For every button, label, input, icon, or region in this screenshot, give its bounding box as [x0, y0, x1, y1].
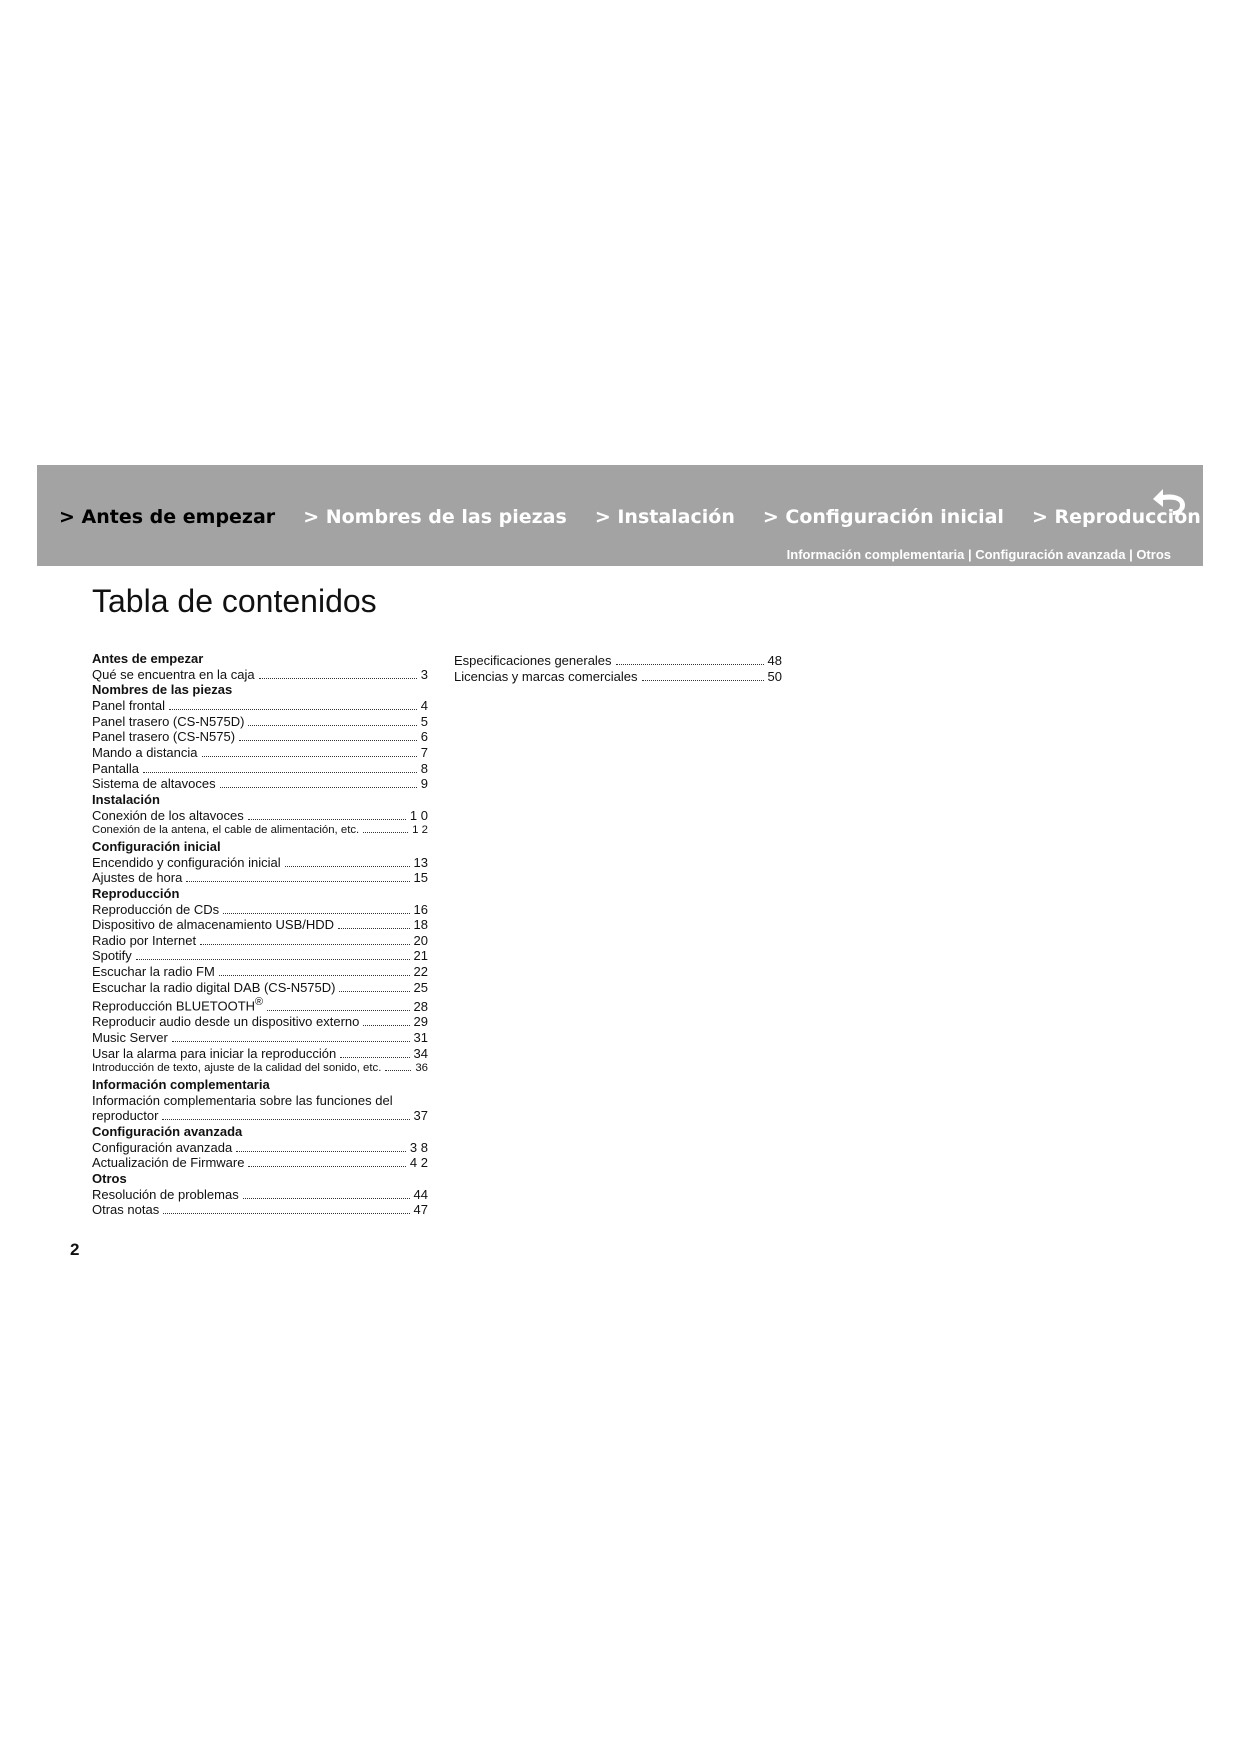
tab-antes-de-empezar[interactable]: > Antes de empezar [59, 506, 276, 528]
page-title: Tabla de contenidos [92, 583, 377, 619]
toc-page-number: 48 [767, 653, 782, 668]
dot-leader [642, 672, 764, 681]
toc-page-number: 21 [413, 948, 428, 964]
dot-leader [248, 1159, 405, 1168]
toc-page-number: 1 2 [412, 824, 428, 837]
toc-entry-label: Music Server [92, 1030, 168, 1046]
dot-leader [239, 732, 417, 741]
toc-entry[interactable] [92, 980, 428, 996]
dot-leader [169, 701, 417, 710]
toc-entry-label: Dispositivo de almacenamiento USB/HDD [92, 917, 335, 933]
toc-page-number: 25 [413, 979, 428, 995]
toc-page-number: 7 [420, 744, 428, 760]
toc-entry[interactable] [92, 776, 428, 792]
toc-section-heading[interactable]: Reproducción [92, 885, 180, 901]
dot-leader [338, 920, 409, 929]
dot-leader [616, 656, 764, 665]
toc-page-number: 15 [413, 870, 428, 886]
toc-entry-label: Ajustes de hora [92, 870, 183, 886]
registered-mark: ® [255, 996, 264, 1009]
toc-entry-label: Otras notas [92, 1202, 160, 1218]
toc-entry-label: Especificaciones generales [454, 653, 612, 668]
toc-entry[interactable] [92, 1202, 428, 1218]
dot-leader [200, 936, 409, 945]
nav-tabs [59, 506, 1201, 528]
dot-leader [363, 825, 408, 833]
dot-leader [219, 967, 410, 976]
toc-entry-label: Conexión de la antena, el cable de alimentación, etc. [92, 824, 360, 837]
toc-entry[interactable] [92, 823, 428, 839]
toc-entry-label: Panel trasero (CS-N575D) [92, 713, 245, 729]
dot-leader [223, 905, 409, 914]
toc-entry[interactable] [92, 917, 428, 933]
tab-configuracion-inicial[interactable]: > Configuración inicial [762, 506, 1004, 528]
toc-page-number: 44 [413, 1186, 428, 1202]
toc-entry-label: Radio por Internet [92, 932, 197, 948]
toc-entry-label: Usar la alarma para iniciar la reproducción [92, 1045, 337, 1061]
dot-leader [162, 1112, 409, 1121]
toc-entry-label: Spotify [92, 948, 132, 964]
toc-entry-label: Panel trasero (CS-N575) [92, 729, 236, 745]
dot-leader [339, 983, 409, 992]
toc-page-number: 5 [420, 713, 428, 729]
toc-entry-label: Reproducir audio desde un dispositivo externo [92, 1014, 360, 1030]
toc-entry-label: Configuración avanzada [92, 1139, 233, 1155]
toc-page-number: 18 [413, 917, 428, 933]
toc-page-number: 31 [413, 1030, 428, 1046]
dot-leader [136, 952, 410, 961]
dot-leader [220, 779, 417, 788]
toc-section-heading[interactable]: Otros [92, 1170, 127, 1186]
dot-leader [186, 873, 409, 882]
toc-section-heading[interactable]: Instalación [92, 791, 160, 807]
toc-entry[interactable] [92, 1108, 428, 1124]
toc-entry-label: Qué se encuentra en la caja [92, 666, 255, 682]
toc-section-heading[interactable]: Configuración avanzada [92, 1124, 243, 1140]
toc-entry-label: Sistema de altavoces [92, 776, 216, 792]
toc-entry-label: Licencias y marcas comerciales [454, 668, 638, 684]
toc-entry[interactable] [92, 1014, 428, 1030]
toc-page-number: 22 [413, 964, 428, 980]
toc-section-heading[interactable]: Nombres de las piezas [92, 682, 233, 698]
toc-page-number: 34 [413, 1045, 428, 1061]
toc-entry[interactable] [92, 1140, 428, 1156]
dot-leader [172, 1033, 410, 1042]
tab-instalacion[interactable]: > Instalación [594, 506, 735, 528]
toc-entry[interactable] [92, 995, 428, 1014]
toc-page-number: 37 [413, 1108, 428, 1124]
toc-entry-label-line[interactable]: Información complementaria sobre las funciones del [92, 1092, 393, 1108]
toc-entry[interactable] [92, 933, 428, 949]
toc-page-number: 36 [415, 1062, 428, 1075]
toc-section-heading[interactable]: Información complementaria [92, 1077, 270, 1093]
toc-page-number: 13 [413, 854, 428, 870]
toc-entry[interactable] [92, 902, 428, 918]
dot-leader [143, 764, 417, 773]
page-number: 2 [70, 1240, 80, 1259]
toc-entry[interactable] [92, 729, 428, 745]
toc-page-number: 4 2 [409, 1155, 428, 1171]
dot-leader [267, 1002, 410, 1011]
navigation-bar [37, 465, 1203, 566]
dot-leader [248, 811, 406, 820]
sub-navigation-links[interactable]: Información complementaria | Configuración avanzada | Otros [786, 547, 1171, 562]
toc-entry[interactable] [92, 1030, 428, 1046]
toc-entry[interactable] [92, 1155, 428, 1171]
toc-entry[interactable] [92, 714, 428, 730]
toc-page-number: 16 [413, 901, 428, 917]
toc-left-column [92, 651, 428, 1218]
tab-reproduccion[interactable]: > Reproducción [1031, 506, 1201, 528]
toc-page-number: 6 [420, 729, 428, 745]
toc-entry-text: Reproducción BLUETOOTH [92, 998, 256, 1014]
toc-entry-label [92, 995, 263, 1014]
toc-entry[interactable] [92, 870, 428, 886]
return-arrow-icon[interactable] [1149, 481, 1189, 517]
toc-page-number: 29 [413, 1014, 428, 1030]
toc-entry-label: Escuchar la radio digital DAB (CS-N575D) [92, 979, 336, 995]
toc-page-number: 3 [420, 666, 428, 682]
toc-page-number: 8 [420, 760, 428, 776]
toc-entry[interactable] [92, 745, 428, 761]
toc-entry-label: Mando a distancia [92, 744, 198, 760]
toc-entry-label: Introducción de texto, ajuste de la calidad del sonido, etc. [92, 1062, 382, 1075]
dot-leader [285, 858, 410, 867]
dot-leader [259, 670, 417, 679]
dot-leader [202, 748, 417, 757]
toc-entry[interactable] [454, 653, 782, 669]
toc-page-number: 47 [413, 1202, 428, 1218]
toc-entry[interactable] [92, 1187, 428, 1203]
toc-page-number: 9 [420, 776, 428, 792]
dot-leader [363, 1018, 409, 1027]
toc-entry[interactable] [92, 667, 428, 683]
toc-right-column [454, 653, 782, 684]
toc-page-number: 28 [413, 998, 428, 1014]
dot-leader [248, 717, 416, 726]
toc-page-number: 1 0 [409, 807, 428, 823]
dot-leader [385, 1064, 411, 1072]
toc-entry-label: Escuchar la radio FM [92, 964, 215, 980]
toc-entry[interactable] [92, 808, 428, 824]
toc-page-number: 50 [767, 668, 782, 684]
toc-entry[interactable] [92, 1061, 428, 1077]
toc-entry-label: Panel frontal [92, 697, 165, 713]
toc-page-number: 4 [420, 697, 428, 713]
toc-entry[interactable] [92, 855, 428, 871]
toc-section-heading[interactable]: Antes de empezar [92, 651, 204, 666]
toc-entry-label: Encendido y configuración inicial [92, 854, 281, 870]
dot-leader [163, 1206, 409, 1215]
toc-entry[interactable] [454, 669, 782, 685]
toc-entry-label: Resolución de problemas [92, 1186, 239, 1202]
toc-entry[interactable] [92, 1046, 428, 1062]
toc-entry-label: Reproducción de CDs [92, 901, 220, 917]
toc-entry-label: Conexión de los altavoces [92, 807, 244, 823]
toc-entry[interactable] [92, 964, 428, 980]
toc-entry-label: reproductor [92, 1108, 159, 1124]
toc-entry[interactable] [92, 761, 428, 777]
dot-leader [236, 1143, 406, 1152]
dot-leader [340, 1049, 409, 1058]
toc-entry[interactable] [92, 698, 428, 714]
toc-page-number: 3 8 [409, 1139, 428, 1155]
toc-entry[interactable] [92, 948, 428, 964]
tab-nombres-de-las-piezas[interactable]: > Nombres de las piezas [303, 506, 567, 528]
dot-leader [243, 1190, 410, 1199]
toc-section-heading[interactable]: Configuración inicial [92, 838, 221, 854]
toc-entry-label: Pantalla [92, 760, 139, 776]
toc-entry-label: Actualización de Firmware [92, 1155, 245, 1171]
toc-page-number: 20 [413, 932, 428, 948]
